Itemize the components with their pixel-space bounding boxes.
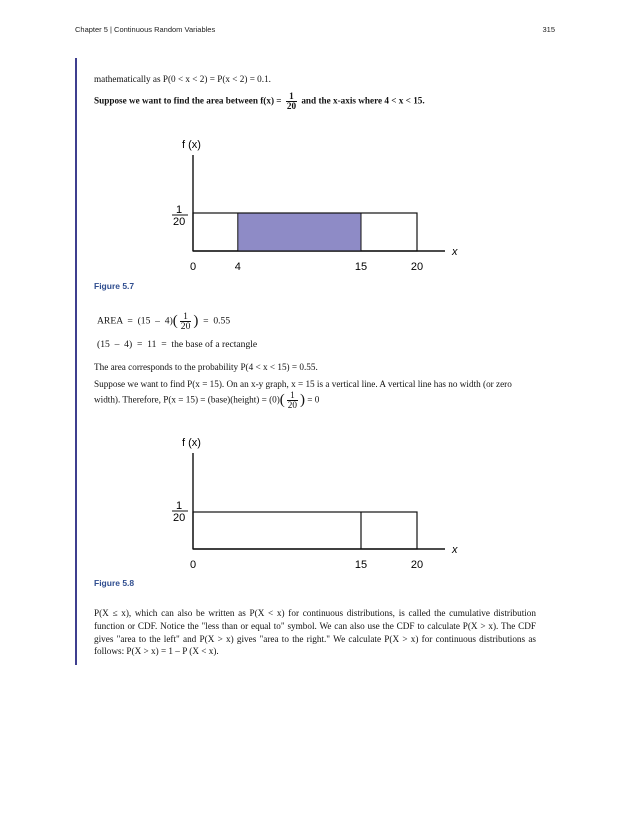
area-eq-fraction — [180, 312, 192, 331]
fig2-ylabel: f (x) — [182, 437, 201, 449]
margin-accent-bar — [75, 58, 77, 665]
vertical-line-fraction — [287, 391, 298, 410]
area-eq-left: AREA = (15 – 4) — [97, 315, 173, 327]
fig2-tick-20: 20 — [410, 559, 424, 571]
question-frac-den: 20 — [286, 101, 297, 111]
fig2-density-den: 20 — [173, 512, 186, 524]
cdf-paragraph: P(X ≤ x), which can also be written as P(X < x) for continuous distributions, is called the cumulative distribution function or CDF. Notice the "less than or equal to" symbol. We can also use the CDF to calculate P(X > x). The CDF gives "area to the left" and P(X > x) gives "area to the right." We calculate P(X > x) for continuous distributions as follows: P(X > x) = 1 – P (X < x). — [94, 608, 536, 657]
probability-line: The area corresponds to the probability P(4 < x < 15) = 0.55. — [94, 362, 318, 372]
vertical-line-pre: width). Therefore, P(x = 15) = (base)(height) = (0) — [94, 394, 280, 405]
base-equation: (15 – 4) = 11 = the base of a rectangle — [97, 339, 258, 350]
question-post: and the x-axis where 4 < x < 15. — [301, 95, 425, 106]
area-eq-right: = 0.55 — [203, 315, 231, 327]
vl-frac-den: 20 — [287, 400, 297, 410]
fig2-tick-0: 0 — [189, 559, 197, 571]
fig2-density-rectangle — [193, 512, 417, 549]
question-pre: Suppose we want to find the area between f(x) = — [94, 95, 282, 106]
fig2-xlabel: x — [452, 544, 458, 556]
fig1-density-num: 1 — [176, 204, 183, 216]
fig1-tick-20: 20 — [410, 261, 424, 273]
vertical-line-sentence-2 — [94, 391, 536, 410]
vertical-line-sentence-1: Suppose we want to find P(x = 15). On an x-y graph, x = 15 is a vertical line. A vertical line has no width (or zero — [94, 379, 512, 389]
fig1-ylabel: f (x) — [182, 139, 201, 151]
fig1-tick-4: 4 — [234, 261, 241, 273]
vl-frac-num: 1 — [287, 391, 298, 401]
fig1-xlabel: x — [452, 246, 458, 258]
figure-5-7-caption: Figure 5.7 — [94, 281, 135, 291]
area-frac-num: 1 — [180, 312, 192, 322]
figure-5-7-chart — [160, 130, 480, 280]
page-number: 315 — [542, 25, 555, 34]
fig2-tick-15: 15 — [354, 559, 368, 571]
vertical-line-post: = 0 — [307, 394, 320, 405]
fig1-density-den: 20 — [173, 216, 186, 228]
fig1-tick-0: 0 — [189, 261, 197, 273]
fig2-density-num: 1 — [176, 500, 183, 512]
paren-close: ) — [193, 313, 199, 329]
figure-5-8-chart — [160, 428, 480, 578]
paren-open-2: ( — [279, 392, 285, 408]
question-frac-num: 1 — [286, 92, 297, 102]
intro-line: mathematically as P(0 < x < 2) = P(x < 2) = 0.1. — [94, 74, 271, 84]
paren-close-2: ) — [299, 392, 305, 408]
area-equation — [97, 312, 230, 331]
paren-open: ( — [172, 313, 178, 329]
area-frac-den: 20 — [180, 321, 191, 332]
running-header-chapter: Chapter 5 | Continuous Random Variables — [75, 25, 216, 34]
question-fraction — [286, 92, 297, 111]
fig1-shaded-area — [238, 213, 361, 251]
figure-5-8-caption: Figure 5.8 — [94, 578, 135, 588]
fig1-tick-15: 15 — [354, 261, 368, 273]
question-line — [94, 92, 536, 111]
